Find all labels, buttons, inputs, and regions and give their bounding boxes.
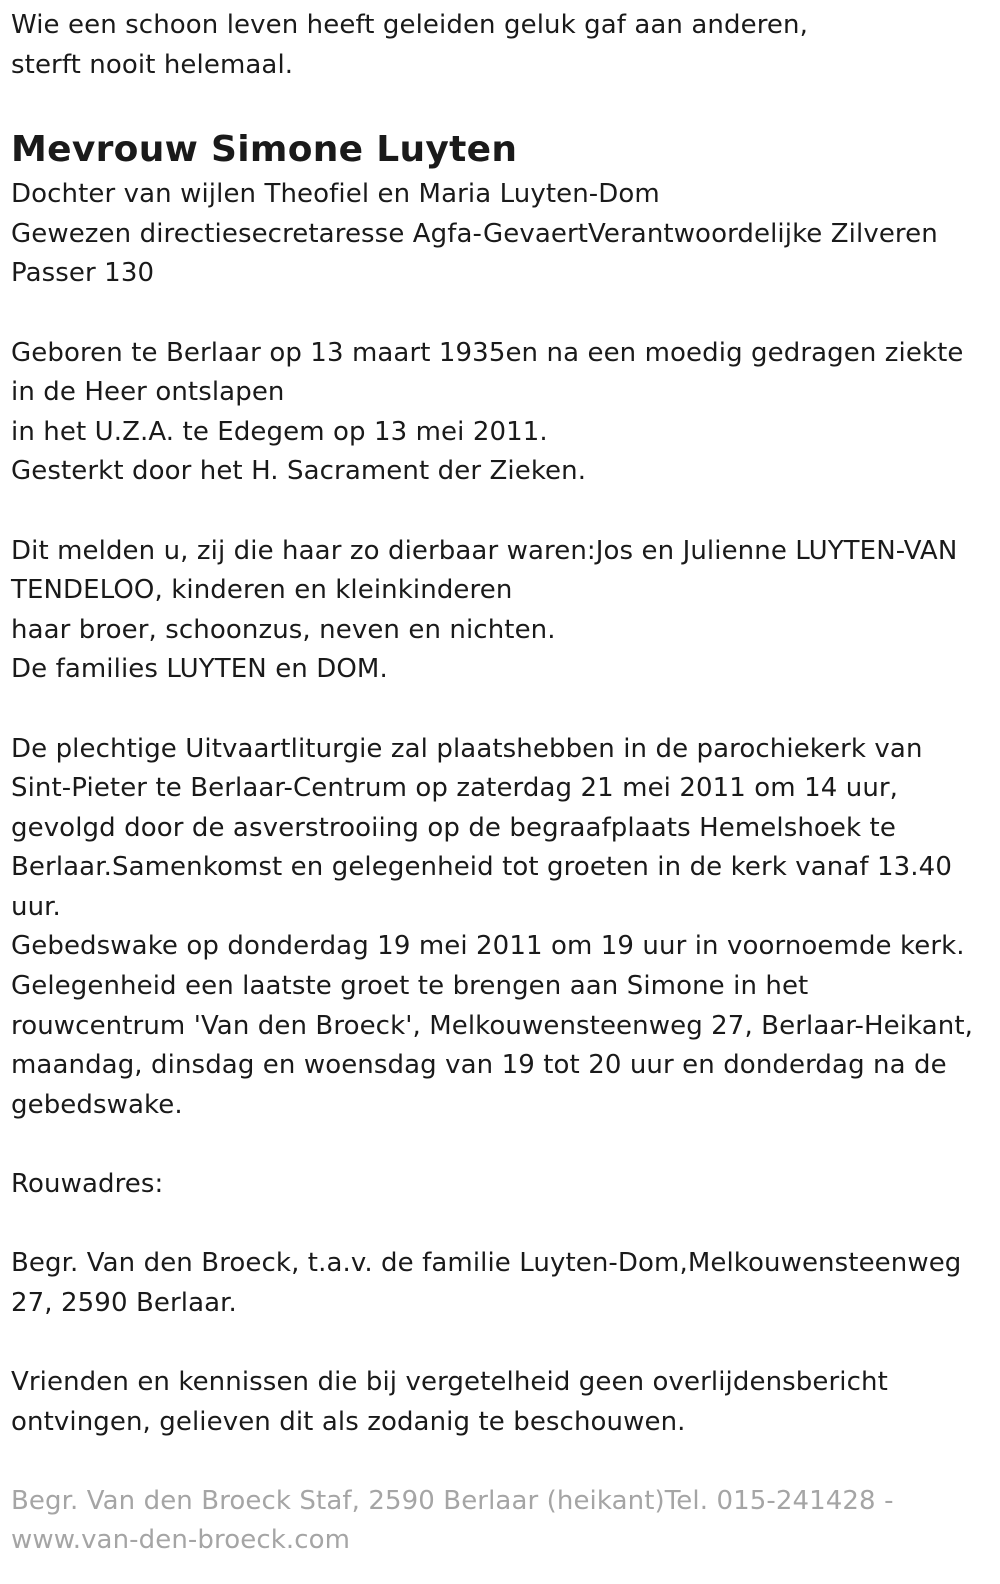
ceremony-line: Berlaar.Samenkomst en gelegenheid tot groeten in de kerk vanaf 13.40 <box>11 852 952 883</box>
ceremony-line: gevolgd door de asverstrooiing op de begraafplaats Hemelshoek te <box>11 812 896 843</box>
deceased-details <box>11 175 989 294</box>
family-line: Dit melden u, zij die haar zo dierbaar waren:Jos en Julienne LUYTEN-VAN <box>11 535 958 566</box>
spacer <box>11 690 989 730</box>
deceased-name: Mevrouw Simone Luyten <box>11 129 518 171</box>
notice-line: ontvingen, gelieven dit als zodanig te beschouwen. <box>11 1406 686 1437</box>
spacer <box>11 1442 989 1482</box>
birth-line: in de Heer ontslapen <box>11 377 285 408</box>
sacrament-line: Gesterkt door het H. Sacrament der Zieken. <box>11 456 587 487</box>
spacer <box>11 492 989 532</box>
footer <box>11 1482 989 1561</box>
spacer <box>11 1205 989 1245</box>
poem-line: sterft nooit helemaal. <box>11 49 294 80</box>
ceremony-line: Sint-Pieter te Berlaar-Centrum op zaterdag 21 mei 2011 om 14 uur, <box>11 773 899 804</box>
visitation-line: gebedswake. <box>11 1089 183 1120</box>
visitation-line: Gelegenheid een laatste groet te brengen aan Simone in het <box>11 971 809 1002</box>
notice-line: Vrienden en kennissen die bij vergetelheid geen overlijdensbericht <box>11 1367 888 1397</box>
address-block <box>11 1244 989 1323</box>
birth-line: Geboren te Berlaar op 13 maart 1935en na een moedig gedragen ziekte <box>11 337 964 368</box>
footer-website-link[interactable]: www.van-den-broeck.com <box>11 1525 351 1556</box>
spacer <box>11 1323 989 1363</box>
birth-death-block <box>11 334 989 492</box>
address-heading: Rouwadres: <box>11 1169 164 1200</box>
parents-line: Dochter van wijlen Theofiel en Maria Luyten-Dom <box>11 179 660 210</box>
ceremony-line: De plechtige Uitvaartliturgie zal plaatshebben in de parochiekerk van <box>11 733 923 764</box>
wake-line: Gebedswake op donderdag 19 mei 2011 om 19 uur in voornoemde kerk. <box>11 931 965 962</box>
occupation-line: Gewezen directiesecretaresse Agfa-GevaertVerantwoordelijke Zilveren <box>11 218 938 249</box>
visitation-line: rouwcentrum 'Van den Broeck', Melkouwensteenweg 27, Berlaar-Heikant, <box>11 1010 974 1041</box>
ceremony-block <box>11 730 989 1126</box>
visitation-line: maandag, dinsdag en woensdag van 19 tot 20 uur en donderdag na de <box>11 1050 947 1081</box>
spacer <box>11 294 989 334</box>
ceremony-line: uur. <box>11 891 61 922</box>
death-line: in het U.Z.A. te Edegem op 13 mei 2011. <box>11 416 548 447</box>
poem-line: Wie een schoon leven heeft geleiden geluk gaf aan anderen, <box>11 10 808 40</box>
occupation-line-cont: Passer 130 <box>11 258 155 289</box>
footer-contact-line: Begr. Van den Broeck Staf, 2590 Berlaar (heikant)Tel. 015-241428 - <box>11 1485 894 1516</box>
family-line: haar broer, schoonzus, neven en nichten. <box>11 614 556 645</box>
address-line: 27, 2590 Berlaar. <box>11 1287 237 1318</box>
poem-block <box>11 6 989 85</box>
family-line: De families LUYTEN en DOM. <box>11 654 388 685</box>
family-line: TENDELOO, kinderen en kleinkinderen <box>11 575 513 606</box>
spacer <box>11 1125 989 1165</box>
address-line: Begr. Van den Broeck, t.a.v. de familie Luyten-Dom,Melkouwensteenweg <box>11 1248 962 1279</box>
family-block <box>11 532 989 690</box>
notice-block <box>11 1363 989 1442</box>
